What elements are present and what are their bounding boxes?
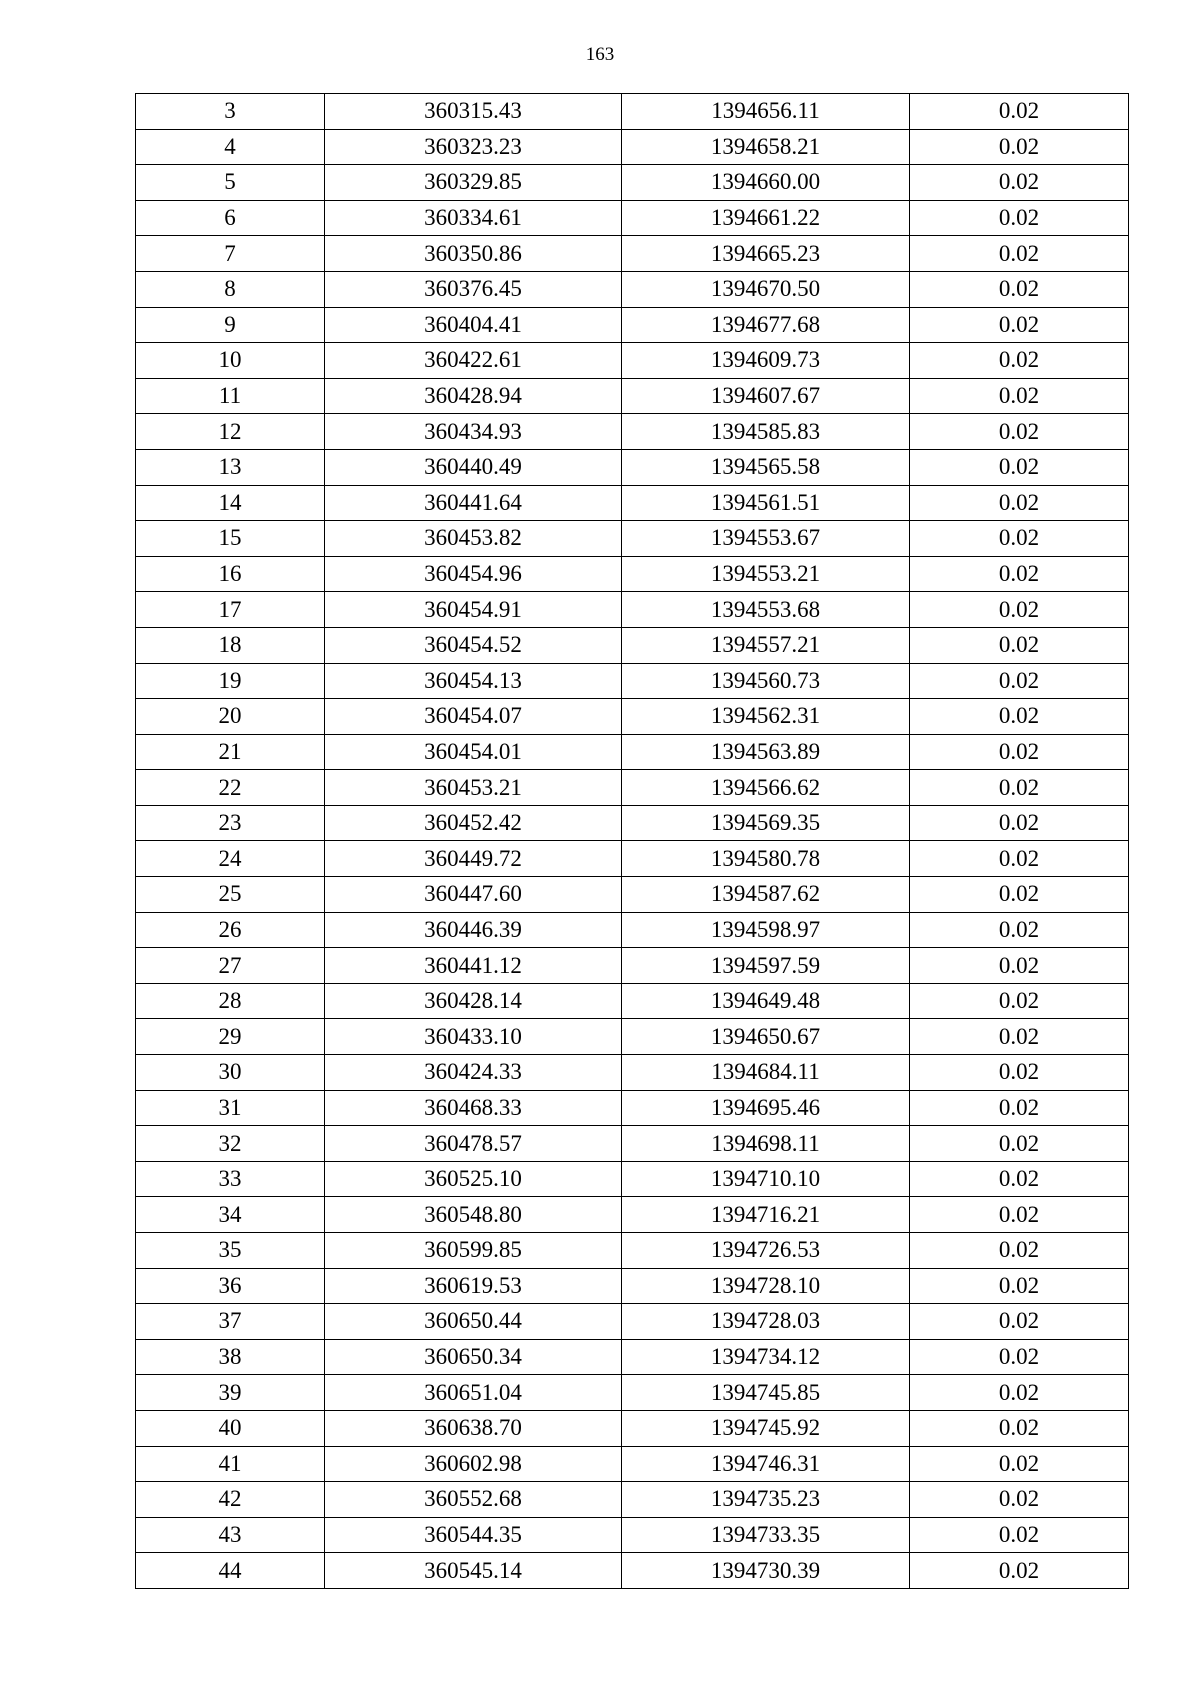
- point-number-cell: 14: [136, 485, 325, 521]
- x-coordinate-cell: 360452.42: [325, 805, 622, 841]
- table-row: [136, 699, 1129, 735]
- table-row: [136, 592, 1129, 628]
- table-body: [136, 94, 1129, 1589]
- error-value-cell: 0.02: [910, 663, 1129, 699]
- point-number-cell: 6: [136, 200, 325, 236]
- x-coordinate-cell: 360525.10: [325, 1161, 622, 1197]
- x-coordinate-cell: 360428.94: [325, 378, 622, 414]
- point-number-cell: 9: [136, 307, 325, 343]
- table-row: [136, 1126, 1129, 1162]
- x-coordinate-cell: 360638.70: [325, 1410, 622, 1446]
- y-coordinate-cell: 1394598.97: [622, 912, 910, 948]
- point-number-cell: 23: [136, 805, 325, 841]
- error-value-cell: 0.02: [910, 841, 1129, 877]
- point-number-cell: 11: [136, 378, 325, 414]
- y-coordinate-cell: 1394660.00: [622, 165, 910, 201]
- point-number-cell: 29: [136, 1019, 325, 1055]
- x-coordinate-cell: 360454.13: [325, 663, 622, 699]
- table-row: [136, 841, 1129, 877]
- error-value-cell: 0.02: [910, 271, 1129, 307]
- x-coordinate-cell: 360441.64: [325, 485, 622, 521]
- point-number-cell: 15: [136, 521, 325, 557]
- error-value-cell: 0.02: [910, 94, 1129, 130]
- y-coordinate-cell: 1394557.21: [622, 627, 910, 663]
- y-coordinate-cell: 1394695.46: [622, 1090, 910, 1126]
- y-coordinate-cell: 1394728.10: [622, 1268, 910, 1304]
- x-coordinate-cell: 360651.04: [325, 1375, 622, 1411]
- y-coordinate-cell: 1394585.83: [622, 414, 910, 450]
- point-number-cell: 8: [136, 271, 325, 307]
- y-coordinate-cell: 1394565.58: [622, 449, 910, 485]
- y-coordinate-cell: 1394745.92: [622, 1410, 910, 1446]
- error-value-cell: 0.02: [910, 1197, 1129, 1233]
- page-number: 163: [585, 44, 615, 65]
- point-number-cell: 27: [136, 948, 325, 984]
- error-value-cell: 0.02: [910, 200, 1129, 236]
- table-row: [136, 1410, 1129, 1446]
- x-coordinate-cell: 360449.72: [325, 841, 622, 877]
- point-number-cell: 18: [136, 627, 325, 663]
- error-value-cell: 0.02: [910, 1446, 1129, 1482]
- point-number-cell: 20: [136, 699, 325, 735]
- error-value-cell: 0.02: [910, 1339, 1129, 1375]
- error-value-cell: 0.02: [910, 378, 1129, 414]
- y-coordinate-cell: 1394553.68: [622, 592, 910, 628]
- table-row: [136, 236, 1129, 272]
- table-row: [136, 1339, 1129, 1375]
- table-row: [136, 521, 1129, 557]
- y-coordinate-cell: 1394609.73: [622, 343, 910, 379]
- x-coordinate-cell: 360422.61: [325, 343, 622, 379]
- point-number-cell: 36: [136, 1268, 325, 1304]
- x-coordinate-cell: 360650.34: [325, 1339, 622, 1375]
- point-number-cell: 31: [136, 1090, 325, 1126]
- x-coordinate-cell: 360315.43: [325, 94, 622, 130]
- error-value-cell: 0.02: [910, 1090, 1129, 1126]
- y-coordinate-cell: 1394745.85: [622, 1375, 910, 1411]
- y-coordinate-cell: 1394560.73: [622, 663, 910, 699]
- error-value-cell: 0.02: [910, 1055, 1129, 1091]
- x-coordinate-cell: 360454.07: [325, 699, 622, 735]
- x-coordinate-cell: 360424.33: [325, 1055, 622, 1091]
- y-coordinate-cell: 1394728.03: [622, 1304, 910, 1340]
- point-number-cell: 12: [136, 414, 325, 450]
- table-row: [136, 948, 1129, 984]
- error-value-cell: 0.02: [910, 236, 1129, 272]
- error-value-cell: 0.02: [910, 129, 1129, 165]
- error-value-cell: 0.02: [910, 165, 1129, 201]
- point-number-cell: 19: [136, 663, 325, 699]
- y-coordinate-cell: 1394562.31: [622, 699, 910, 735]
- table-row: [136, 663, 1129, 699]
- y-coordinate-cell: 1394569.35: [622, 805, 910, 841]
- x-coordinate-cell: 360441.12: [325, 948, 622, 984]
- error-value-cell: 0.02: [910, 805, 1129, 841]
- point-number-cell: 32: [136, 1126, 325, 1162]
- x-coordinate-cell: 360433.10: [325, 1019, 622, 1055]
- error-value-cell: 0.02: [910, 1233, 1129, 1269]
- x-coordinate-cell: 360376.45: [325, 271, 622, 307]
- x-coordinate-cell: 360468.33: [325, 1090, 622, 1126]
- table-row: [136, 1482, 1129, 1518]
- x-coordinate-cell: 360544.35: [325, 1517, 622, 1553]
- x-coordinate-cell: 360329.85: [325, 165, 622, 201]
- y-coordinate-cell: 1394730.39: [622, 1553, 910, 1589]
- error-value-cell: 0.02: [910, 1410, 1129, 1446]
- table-row: [136, 556, 1129, 592]
- table-row: [136, 627, 1129, 663]
- point-number-cell: 24: [136, 841, 325, 877]
- table-row: [136, 770, 1129, 806]
- x-coordinate-cell: 360454.91: [325, 592, 622, 628]
- y-coordinate-cell: 1394649.48: [622, 983, 910, 1019]
- point-number-cell: 44: [136, 1553, 325, 1589]
- error-value-cell: 0.02: [910, 770, 1129, 806]
- table-row: [136, 414, 1129, 450]
- table-row: [136, 912, 1129, 948]
- table-row: [136, 1517, 1129, 1553]
- y-coordinate-cell: 1394561.51: [622, 485, 910, 521]
- point-number-cell: 22: [136, 770, 325, 806]
- y-coordinate-cell: 1394580.78: [622, 841, 910, 877]
- x-coordinate-cell: 360545.14: [325, 1553, 622, 1589]
- point-number-cell: 34: [136, 1197, 325, 1233]
- error-value-cell: 0.02: [910, 699, 1129, 735]
- y-coordinate-cell: 1394597.59: [622, 948, 910, 984]
- y-coordinate-cell: 1394684.11: [622, 1055, 910, 1091]
- y-coordinate-cell: 1394661.22: [622, 200, 910, 236]
- y-coordinate-cell: 1394735.23: [622, 1482, 910, 1518]
- x-coordinate-cell: 360454.52: [325, 627, 622, 663]
- y-coordinate-cell: 1394726.53: [622, 1233, 910, 1269]
- table-row: [136, 1446, 1129, 1482]
- error-value-cell: 0.02: [910, 948, 1129, 984]
- point-number-cell: 42: [136, 1482, 325, 1518]
- point-number-cell: 28: [136, 983, 325, 1019]
- error-value-cell: 0.02: [910, 627, 1129, 663]
- x-coordinate-cell: 360453.82: [325, 521, 622, 557]
- error-value-cell: 0.02: [910, 1482, 1129, 1518]
- point-number-cell: 4: [136, 129, 325, 165]
- x-coordinate-cell: 360440.49: [325, 449, 622, 485]
- x-coordinate-cell: 360453.21: [325, 770, 622, 806]
- table-row: [136, 1268, 1129, 1304]
- point-number-cell: 39: [136, 1375, 325, 1411]
- error-value-cell: 0.02: [910, 1517, 1129, 1553]
- error-value-cell: 0.02: [910, 1268, 1129, 1304]
- point-number-cell: 16: [136, 556, 325, 592]
- error-value-cell: 0.02: [910, 1161, 1129, 1197]
- y-coordinate-cell: 1394733.35: [622, 1517, 910, 1553]
- table-row: [136, 1304, 1129, 1340]
- y-coordinate-cell: 1394656.11: [622, 94, 910, 130]
- y-coordinate-cell: 1394665.23: [622, 236, 910, 272]
- x-coordinate-cell: 360447.60: [325, 877, 622, 913]
- y-coordinate-cell: 1394698.11: [622, 1126, 910, 1162]
- error-value-cell: 0.02: [910, 1375, 1129, 1411]
- y-coordinate-cell: 1394587.62: [622, 877, 910, 913]
- x-coordinate-cell: 360350.86: [325, 236, 622, 272]
- point-number-cell: 10: [136, 343, 325, 379]
- error-value-cell: 0.02: [910, 307, 1129, 343]
- error-value-cell: 0.02: [910, 877, 1129, 913]
- point-number-cell: 21: [136, 734, 325, 770]
- error-value-cell: 0.02: [910, 1553, 1129, 1589]
- error-value-cell: 0.02: [910, 1126, 1129, 1162]
- error-value-cell: 0.02: [910, 485, 1129, 521]
- point-number-cell: 33: [136, 1161, 325, 1197]
- error-value-cell: 0.02: [910, 1304, 1129, 1340]
- table-row: [136, 1019, 1129, 1055]
- point-number-cell: 25: [136, 877, 325, 913]
- point-number-cell: 13: [136, 449, 325, 485]
- table-row: [136, 271, 1129, 307]
- y-coordinate-cell: 1394670.50: [622, 271, 910, 307]
- point-number-cell: 40: [136, 1410, 325, 1446]
- y-coordinate-cell: 1394658.21: [622, 129, 910, 165]
- y-coordinate-cell: 1394553.67: [622, 521, 910, 557]
- point-number-cell: 35: [136, 1233, 325, 1269]
- y-coordinate-cell: 1394553.21: [622, 556, 910, 592]
- point-number-cell: 5: [136, 165, 325, 201]
- table-row: [136, 734, 1129, 770]
- point-number-cell: 3: [136, 94, 325, 130]
- x-coordinate-cell: 360552.68: [325, 1482, 622, 1518]
- table-row: [136, 1197, 1129, 1233]
- table-row: [136, 449, 1129, 485]
- table-row: [136, 378, 1129, 414]
- point-number-cell: 17: [136, 592, 325, 628]
- y-coordinate-cell: 1394716.21: [622, 1197, 910, 1233]
- x-coordinate-cell: 360602.98: [325, 1446, 622, 1482]
- table-row: [136, 983, 1129, 1019]
- y-coordinate-cell: 1394650.67: [622, 1019, 910, 1055]
- error-value-cell: 0.02: [910, 734, 1129, 770]
- y-coordinate-cell: 1394677.68: [622, 307, 910, 343]
- error-value-cell: 0.02: [910, 912, 1129, 948]
- table-row: [136, 1233, 1129, 1269]
- error-value-cell: 0.02: [910, 521, 1129, 557]
- x-coordinate-cell: 360478.57: [325, 1126, 622, 1162]
- point-number-cell: 38: [136, 1339, 325, 1375]
- y-coordinate-cell: 1394746.31: [622, 1446, 910, 1482]
- table-row: [136, 200, 1129, 236]
- table-row: [136, 1553, 1129, 1589]
- point-number-cell: 41: [136, 1446, 325, 1482]
- coordinates-table: [135, 93, 1129, 1589]
- table-row: [136, 1090, 1129, 1126]
- table-row: [136, 307, 1129, 343]
- error-value-cell: 0.02: [910, 449, 1129, 485]
- table-row: [136, 165, 1129, 201]
- y-coordinate-cell: 1394710.10: [622, 1161, 910, 1197]
- x-coordinate-cell: 360599.85: [325, 1233, 622, 1269]
- x-coordinate-cell: 360434.93: [325, 414, 622, 450]
- x-coordinate-cell: 360650.44: [325, 1304, 622, 1340]
- error-value-cell: 0.02: [910, 343, 1129, 379]
- point-number-cell: 37: [136, 1304, 325, 1340]
- table-row: [136, 1375, 1129, 1411]
- y-coordinate-cell: 1394566.62: [622, 770, 910, 806]
- point-number-cell: 7: [136, 236, 325, 272]
- table-row: [136, 877, 1129, 913]
- x-coordinate-cell: 360404.41: [325, 307, 622, 343]
- y-coordinate-cell: 1394734.12: [622, 1339, 910, 1375]
- table-row: [136, 805, 1129, 841]
- error-value-cell: 0.02: [910, 983, 1129, 1019]
- point-number-cell: 43: [136, 1517, 325, 1553]
- point-number-cell: 26: [136, 912, 325, 948]
- y-coordinate-cell: 1394563.89: [622, 734, 910, 770]
- x-coordinate-cell: 360548.80: [325, 1197, 622, 1233]
- error-value-cell: 0.02: [910, 592, 1129, 628]
- table-row: [136, 485, 1129, 521]
- error-value-cell: 0.02: [910, 414, 1129, 450]
- table-row: [136, 129, 1129, 165]
- x-coordinate-cell: 360454.96: [325, 556, 622, 592]
- x-coordinate-cell: 360323.23: [325, 129, 622, 165]
- error-value-cell: 0.02: [910, 556, 1129, 592]
- table-row: [136, 1161, 1129, 1197]
- x-coordinate-cell: 360428.14: [325, 983, 622, 1019]
- error-value-cell: 0.02: [910, 1019, 1129, 1055]
- x-coordinate-cell: 360454.01: [325, 734, 622, 770]
- x-coordinate-cell: 360619.53: [325, 1268, 622, 1304]
- point-number-cell: 30: [136, 1055, 325, 1091]
- y-coordinate-cell: 1394607.67: [622, 378, 910, 414]
- table-row: [136, 94, 1129, 130]
- table-row: [136, 1055, 1129, 1091]
- x-coordinate-cell: 360446.39: [325, 912, 622, 948]
- table-row: [136, 343, 1129, 379]
- x-coordinate-cell: 360334.61: [325, 200, 622, 236]
